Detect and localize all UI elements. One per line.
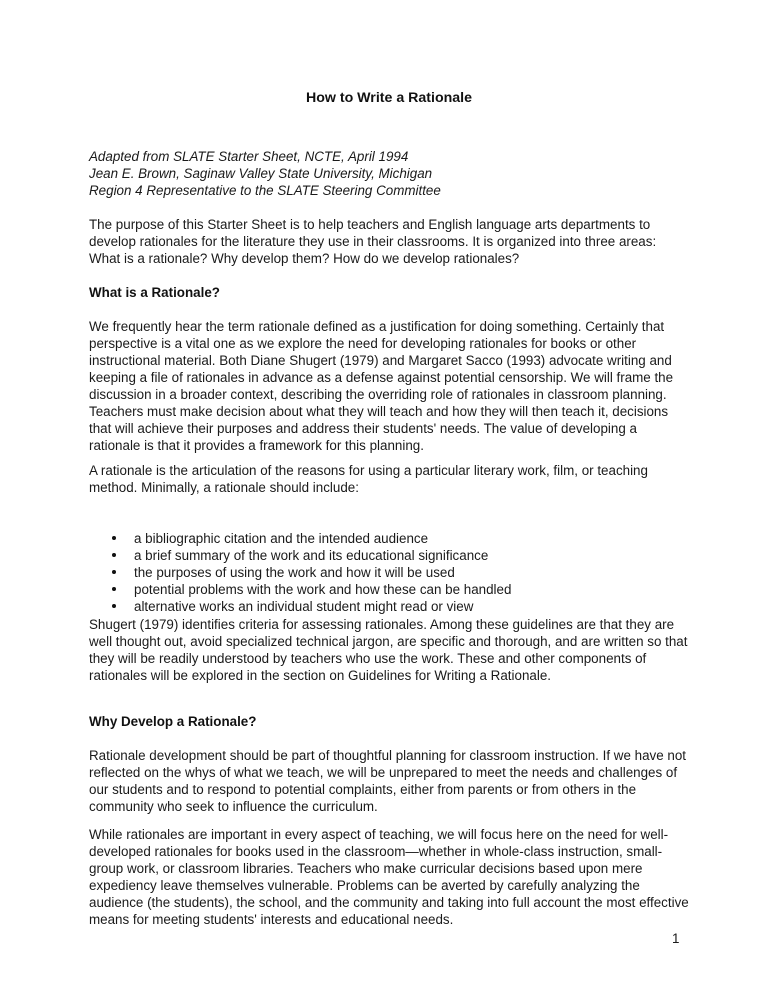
intro-paragraph: The purpose of this Starter Sheet is to help teachers and English language arts departments to develop rationales for the literature they use in their classrooms. It is organized into three areas: What is a rationale? Why develop them? How do we develop rationales? [89,217,657,266]
list-item: alternative works an individual student might read or view [89,598,689,615]
bullet-icon [112,536,116,540]
bullet-icon [112,587,116,591]
body-paragraph: Shugert (1979) identifies criteria for assessing rationales. Among these guidelines are that they are well thought out, avoid specialized technical jargon, are specific and thorough, and are written so that they will be readily understood by teachers who use the work. These and other components of rationales will be explored in the section on Guidelines for Writing a Rationale. [89,617,688,683]
attribution-line: Adapted from SLATE Starter Sheet, NCTE, April 1994 [89,149,409,164]
document-title: How to Write a Rationale [305,90,473,106]
list-item: potential problems with the work and how these can be handled [89,581,689,598]
body-paragraph: Rationale development should be part of thoughtful planning for classroom instruction. If we have not reflected on the whys of what we teach, we will be unprepared to meet the needs and challenges of our students and to respond to potential complaints, either from parents or from others in the community who seek to influence the curriculum. [89,748,686,814]
rationale-requirements-list [89,530,689,615]
page-number: 1 [672,931,680,946]
body-paragraph: A rationale is the articulation of the reasons for using a particular literary work, film, or teaching method. Minimally, a rationale should include: [89,463,648,495]
bullet-icon [112,604,116,608]
body-paragraph: While rationales are important in every aspect of teaching, we will focus here on the need for well-developed rationales for books used in the classroom—whether in whole-class instruction, small-group work, or classroom libraries. Teachers who make curricular decisions based upon mere expediency leave themselves vulnerable. Problems can be averted by carefully analyzing the audience (the students), the school, and the community and taking into full account the most effective means for meeting students' interests and educational needs. [89,827,689,927]
attribution-line: Jean E. Brown, Saginaw Valley State University, Michigan [89,166,433,181]
bullet-icon [112,570,116,574]
list-item: a brief summary of the work and its educational significance [89,547,689,564]
body-paragraph: We frequently hear the term rationale defined as a justification for doing something. Certainly that perspective is a vital one as we explore the need for developing rationales for books or other instructional material. Both Diane Shugert (1979) and Margaret Sacco (1993) advocate writing and keeping a file of rationales in advance as a defense against potential censorship. We will frame the discussion in a broader context, describing the overriding role of rationales in classroom planning. Teachers must make decision about what they will teach and how they will then teach it, decisions that will achieve their purposes and address their students' needs. The value of developing a rationale is that it provides a framework for this planning. [89,319,674,453]
attribution-line: Region 4 Representative to the SLATE Steering Committee [89,183,441,198]
bullet-icon [112,553,116,557]
section-heading-why-develop: Why Develop a Rationale? [89,714,257,729]
section-heading-what-is: What is a Rationale? [89,285,220,300]
list-item: a bibliographic citation and the intended audience [89,530,689,547]
attribution-block [89,148,689,199]
list-item: the purposes of using the work and how it will be used [89,564,689,581]
